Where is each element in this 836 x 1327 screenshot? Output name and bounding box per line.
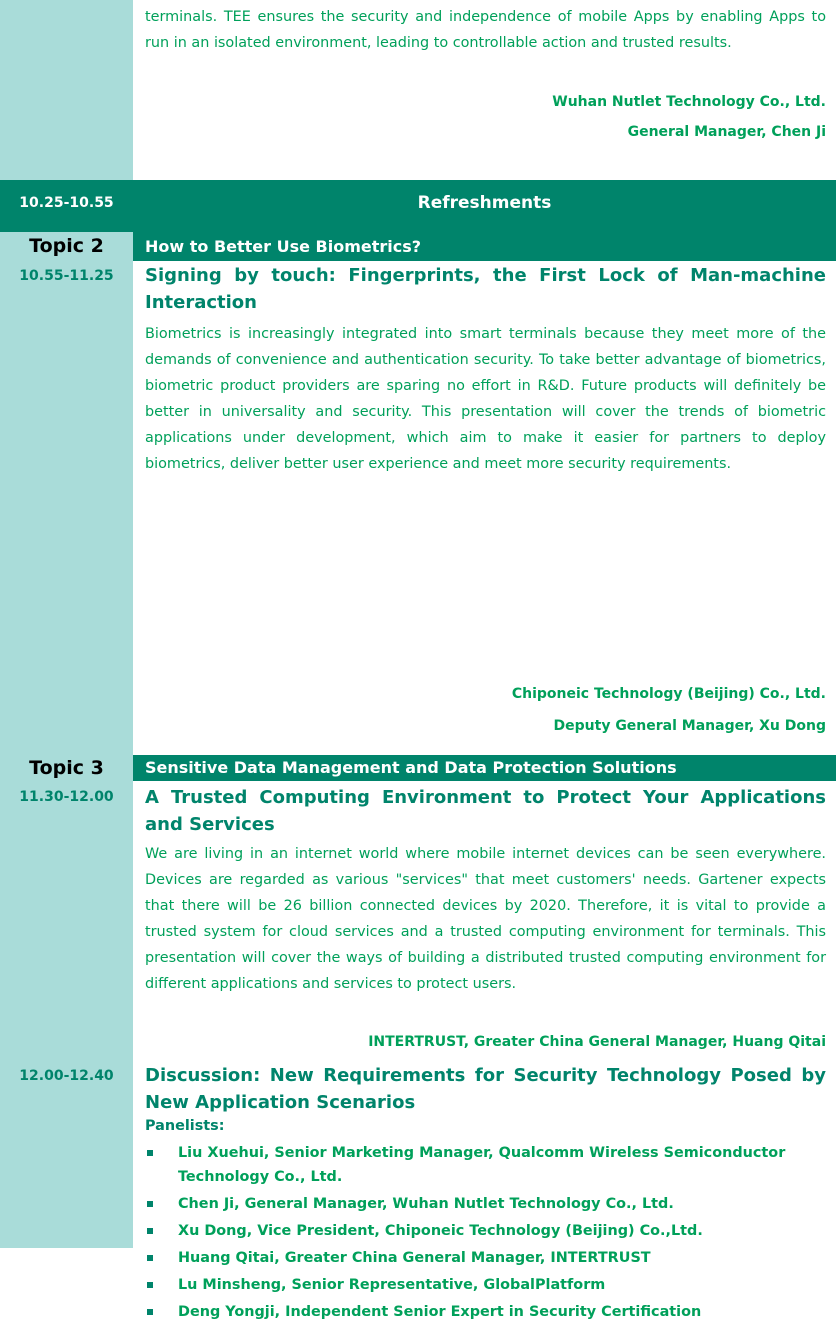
bullet-square-icon [147, 1150, 153, 1156]
topic2-time: 10.55-11.25 [19, 268, 114, 284]
topic3-label: Topic 3 [0, 755, 133, 781]
panelist-item: Chen Ji, General Manager, Wuhan Nutlet Technology Co., Ltd. [145, 1192, 826, 1216]
panelist-item: Deng Yongji, Independent Senior Expert in Security Certification [145, 1300, 826, 1324]
bullet-square-icon [147, 1228, 153, 1234]
topic2-person: Deputy General Manager, Xu Dong [553, 718, 826, 734]
session1-body: We are living in an internet world where mobile internet devices can be seen everywhere. Devices are regarded as various "services" that meet customers' needs. Gartener expects that there will be 26 billion connected devices by 2020. Therefore, it is vital to provide a trusted system for cloud services and a trusted computing environment for terminals. This presentation will cover the ways of building a distributed trusted computing environment for different applications and services to protect users. [145, 846, 826, 992]
refreshments-bar [0, 180, 836, 230]
intro-text: terminals. TEE ensures the security and independence of mobile Apps by enabling Apps to run in an isolated environment, leading to controllable action and trusted results. [145, 9, 826, 51]
refreshments-time: 10.25-10.55 [19, 195, 114, 211]
topic2-company: Chiponeic Technology (Beijing) Co., Ltd. [511, 686, 826, 702]
session2-heading: Discussion: New Requirements for Security Technology Posed by New Application Scenarios [145, 1065, 826, 1113]
left-column-topic3 [0, 781, 133, 1248]
panelists-label: Panelists: [145, 1118, 225, 1134]
topic2-title: How to Better Use Biometrics? [145, 237, 422, 256]
left-column-topic2 [0, 261, 133, 755]
session1-time: 11.30-12.00 [19, 789, 114, 805]
bullet-square-icon [147, 1282, 153, 1288]
session1-speaker: INTERTRUST, Greater China General Manager, Huang Qitai [368, 1034, 826, 1050]
topic3-title: Sensitive Data Management and Data Protection Solutions [145, 758, 677, 777]
intro-company: Wuhan Nutlet Technology Co., Ltd. [552, 94, 826, 110]
topic2-bar [0, 230, 836, 261]
topic2-heading: Signing by touch: Fingerprints, the First Lock of Man-machine Interaction [145, 265, 826, 313]
topic2-body: Biometrics is increasingly integrated into smart terminals because they meet more of the demands of convenience and authentication security. To take better advantage of biometrics, biometric product providers are sparing no effort in R&D. Future products will definitely be better in universality and security. This presentation will cover the trends of biometric applications under development, which aim to make it easier for partners to deploy biometrics, deliver better user experience and meet more security requirements. [145, 326, 826, 472]
panelist-item: Lu Minsheng, Senior Representative, GlobalPlatform [145, 1273, 826, 1297]
session1-heading: A Trusted Computing Environment to Protect Your Applications and Services [145, 787, 826, 835]
bullet-square-icon [147, 1309, 153, 1315]
topic3-bar [0, 755, 836, 781]
topic2-label: Topic 2 [0, 232, 133, 261]
panelist-item: Huang Qitai, Greater China General Manager, INTERTRUST [145, 1246, 826, 1270]
panelist-item: Liu Xuehui, Senior Marketing Manager, Qualcomm Wireless Semiconductor Technology Co., Ltd. [145, 1141, 826, 1189]
panelists-list [145, 1141, 826, 1327]
bullet-square-icon [147, 1201, 153, 1207]
panelist-item: Xu Dong, Vice President, Chiponeic Technology (Beijing) Co.,Ltd. [145, 1219, 826, 1243]
intro-person: General Manager, Chen Ji [627, 124, 826, 140]
refreshments-title: Refreshments [417, 193, 552, 213]
left-column-top [0, 0, 133, 180]
bullet-square-icon [147, 1255, 153, 1261]
session2-time: 12.00-12.40 [19, 1068, 114, 1084]
